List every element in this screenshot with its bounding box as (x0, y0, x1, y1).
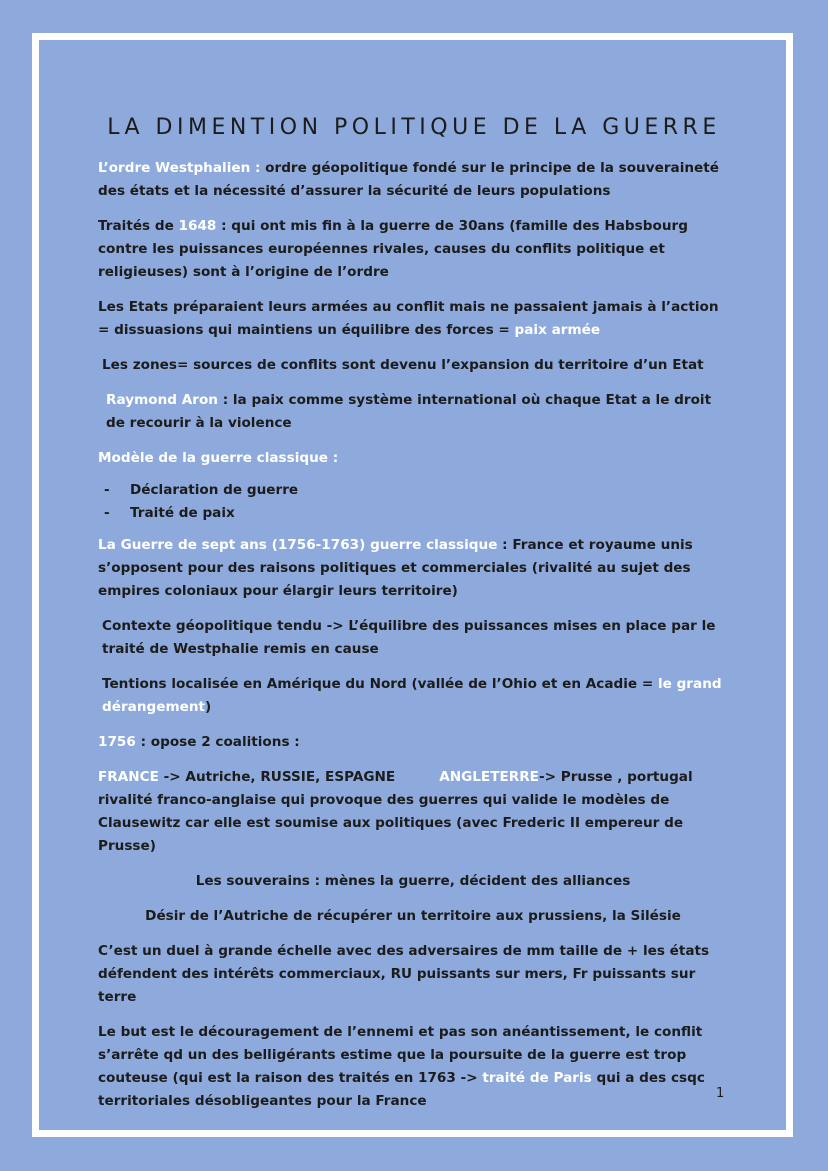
paragraph-text: ) (205, 699, 212, 715)
paragraph-austria-silesia (98, 905, 728, 928)
paragraph-seven-years-war (98, 534, 728, 603)
term-seven-years-war: La Guerre de sept ans (1756-1763) guerre classique (98, 537, 498, 553)
paragraph-goal (98, 1021, 728, 1113)
paragraph-text: Désir de l’Autriche de récupérer un territoire aux prussiens, la Silésie (145, 908, 681, 924)
list-dash: - (104, 505, 110, 521)
paragraph-text: C’est un duel à grande échelle avec des adversaires de mm taille de + les états défendent des intérêts commerciaux, RU puissants sur mers, Fr puissants sur terre (98, 943, 710, 1005)
paragraph-text: qui a des csqc territoriales désobligeantes pour la France (98, 1070, 705, 1109)
term-france: FRANCE (98, 769, 159, 785)
paragraph-text: Les souverains : mènes la guerre, décident des alliances (195, 873, 631, 889)
paragraph-text: Les Etats préparaient leurs armées au conflit mais ne passaient jamais à l’action = dissuasions qui maintiens un équilibre des forces = (98, 299, 719, 338)
term-1648: 1648 (178, 218, 217, 234)
paragraph-text: ordre géopolitique fondé sur le principe de la souveraineté des états et la nécessité d’assurer la sécurité de leurs populations (98, 160, 719, 199)
paragraph-text: rivalité franco-anglaise qui provoque des guerres qui valide le modèles de Clausewitz car elle est soumise aux politiques (avec Frederic II empereur de Prusse) (98, 792, 684, 854)
paragraph-text: : la paix comme système international où chaque Etat a le droit de recourir à la violence (106, 392, 712, 431)
page-title: LA DIMENTION POLITIQUE DE LA GUERRE (107, 114, 721, 140)
list-dash: - (104, 482, 110, 498)
paragraph-treaties-1648 (98, 215, 728, 284)
paragraph-sovereigns (98, 870, 728, 893)
paragraph-text: Le but est le découragement de l’ennemi et pas son anéantissement, le conflit s’arrête qd un des belligérants estime que la poursuite de la guerre est trop couteuse (qui est la raison des traités en 1763 -> (98, 1024, 703, 1086)
paragraph-text: Tentions localisée en Amérique du Nord (vallée de l’Ohio et en Acadie = (102, 676, 658, 692)
paragraph-armed-peace (98, 296, 728, 342)
term-classic-war-model: Modèle de la guerre classique : (98, 450, 339, 466)
term-treaty-of-paris: traité de Paris (482, 1070, 592, 1086)
paragraph-text: : qui ont mis fin à la guerre de 30ans (famille des Habsbourg contre les puissances européennes rivales, causes du conflits politique et religieuses) sont à l’origine de l’ordre (98, 218, 688, 280)
classic-war-list (98, 479, 728, 525)
list-item-text: Déclaration de guerre (130, 482, 299, 498)
list-item (98, 502, 728, 525)
document-body (98, 157, 728, 1125)
paragraph-text: -> Autriche, RUSSIE, ESPAGNE (158, 769, 396, 785)
term-westphalian-order: L’ordre Westphalien : (98, 160, 261, 176)
paragraph-tensions (98, 673, 728, 719)
term-armed-peace: paix armée (514, 322, 601, 338)
paragraph-text: -> Prusse , portugal (538, 769, 693, 785)
heading-classic-war-model (98, 447, 728, 470)
term-1756: 1756 (98, 734, 136, 750)
paragraph-1756 (98, 731, 728, 754)
paragraph-text: Les zones= sources de conflits sont devenu l’expansion du territoire d’un Etat (102, 357, 704, 373)
paragraph-text: : France et royaume unis s’opposent pour des raisons politiques et commerciales (rivalité au sujet des empires coloniaux pour élargir leurs territoire) (98, 537, 693, 599)
paragraph-raymond-aron (98, 389, 728, 435)
paragraph-text: Contexte géopolitique tendu -> L’équilibre des puissances mises en place par le traité de Westphalie remis en cause (102, 618, 716, 657)
paragraph-conflict-zones (98, 354, 728, 377)
term-raymond-aron: Raymond Aron (106, 392, 218, 408)
paragraph-coalitions (98, 766, 728, 858)
paragraph-geopolitical-context (98, 615, 728, 661)
term-grand-derangement: le grand dérangement (102, 676, 722, 715)
page-number: 1 (716, 1086, 725, 1101)
paragraph-westphalian-order (98, 157, 728, 203)
list-item (98, 479, 728, 502)
term-angleterre: ANGLETERRE (439, 769, 539, 785)
paragraph-duel (98, 940, 728, 1009)
paragraph-text: Traités de (98, 218, 179, 234)
list-item-text: Traité de paix (130, 505, 235, 521)
paragraph-text: : opose 2 coalitions : (135, 734, 300, 750)
